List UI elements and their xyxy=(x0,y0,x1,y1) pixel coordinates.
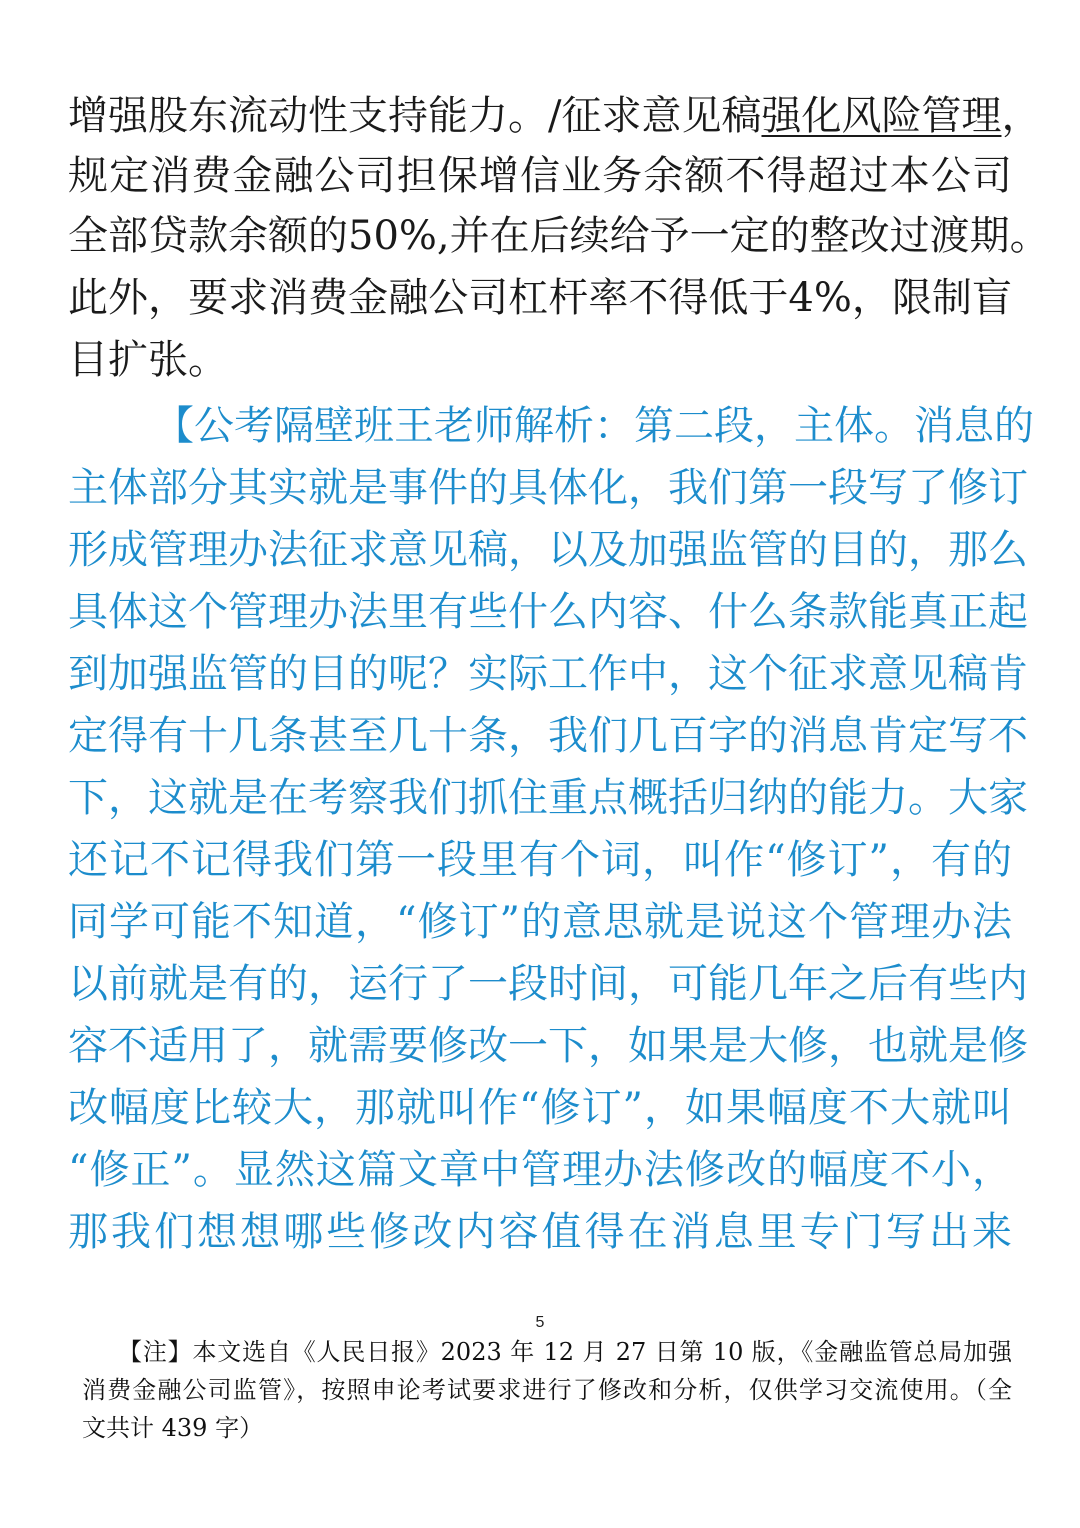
analysis-line: 具体这个管理办法里有些什么内容、什么条款能真正起 xyxy=(68,589,1028,635)
analysis-line: “修正”。显然这篇文章中管理办法修改的幅度不小， xyxy=(68,1147,1012,1193)
analysis-line: 形成管理办法征求意见稿，以及加强监管的目的，那么 xyxy=(68,527,1028,573)
analysis-line: 以前就是有的，运行了一段时间，可能几年之后有些内 xyxy=(68,961,1028,1007)
analysis-line: 下，这就是在考察我们抓住重点概括归纳的能力。大家 xyxy=(68,775,1028,821)
analysis-line: 【公考隔壁班王老师解析：第二段，主体。消息的 xyxy=(154,403,1034,449)
underlined-phrase: 强化风险管理 xyxy=(761,93,1002,139)
body-line-2: 规定消费金融公司担保增信业务余额不得超过本公司 xyxy=(68,153,1012,199)
analysis-line: 容不适用了，就需要修改一下，如果是大修，也就是修 xyxy=(68,1023,1028,1069)
analysis-line: 改幅度比较大，那就叫作“修订”，如果幅度不大就叫 xyxy=(68,1085,1012,1131)
body-line-3: 全部贷款余额的50%,并在后续给予一定的整改过渡期。 xyxy=(68,213,1050,259)
footnote-line: 文共计 439 字） xyxy=(82,1414,264,1442)
analysis-line: 到加强监管的目的呢？实际工作中，这个征求意见稿肯 xyxy=(68,651,1028,697)
footnote-line: 消费金融公司监管》，按照申论考试要求进行了修改和分析，仅供学习交流使用。（全 xyxy=(82,1376,1012,1404)
body-line-1-pre: 增强股东流动性支持能力。/征求意见稿 xyxy=(68,93,762,139)
body-line-5: 目扩张。 xyxy=(68,337,228,383)
footnote-line: 【注】本文选自《人民日报》2023 年 12 月 27 日第 10 版，《金融监管总局加强 xyxy=(118,1338,1012,1366)
body-line-1 xyxy=(68,86,1042,146)
body-line-4: 此外，要求消费金融公司杠杆率不得低于4%，限制盲 xyxy=(68,275,1012,321)
analysis-line: 主体部分其实就是事件的具体化，我们第一段写了修订 xyxy=(68,465,1028,511)
analysis-line: 还记不记得我们第一段里有个词，叫作“修订”，有的 xyxy=(68,837,1012,883)
analysis-line: 同学可能不知道，“修订”的意思就是说这个管理办法 xyxy=(68,899,1012,945)
analysis-line: 那我们想想哪些修改内容值得在消息里专门写出来 xyxy=(68,1209,1012,1255)
page-number: 5 xyxy=(535,1314,545,1331)
analysis-line: 定得有十几条甚至几十条，我们几百字的消息肯定写不 xyxy=(68,713,1028,759)
body-line-1-post: ， xyxy=(1001,93,1042,139)
